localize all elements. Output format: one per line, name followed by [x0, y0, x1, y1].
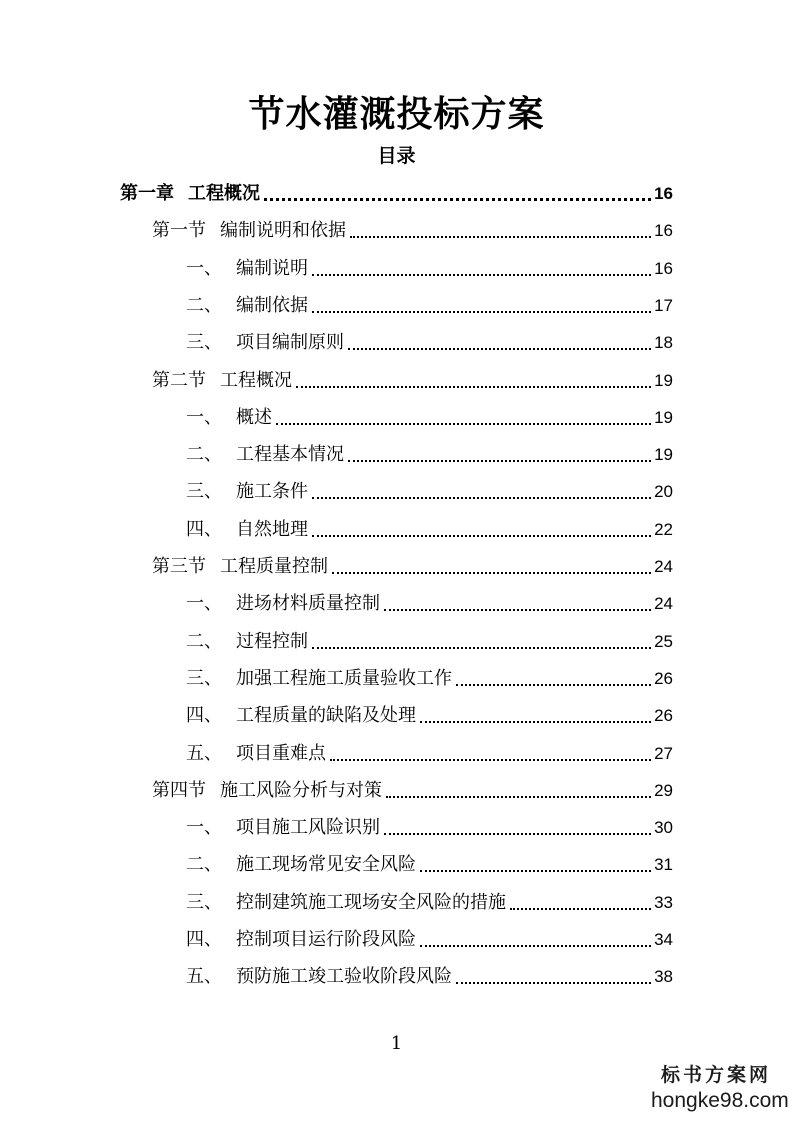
toc-entry[interactable] [186, 661, 673, 691]
toc-entry[interactable] [186, 586, 673, 616]
toc-entry-title: 编制说明 [236, 257, 308, 279]
toc-entry-number: 二、 [186, 444, 222, 466]
toc-dot-leader [276, 423, 651, 425]
toc-entry[interactable] [120, 176, 673, 206]
toc-entry-page: 19 [654, 445, 673, 465]
toc-entry-page: 18 [654, 333, 673, 353]
toc-entry-page: 26 [654, 706, 673, 726]
toc-entry-title: 过程控制 [236, 630, 308, 652]
toc-entry-page: 38 [654, 967, 673, 987]
toc-dot-leader [312, 647, 651, 649]
toc-entry-page: 19 [654, 407, 673, 427]
toc-entry-title: 编制依据 [236, 294, 308, 316]
toc-dot-leader [312, 535, 651, 537]
toc-entry-page: 33 [654, 892, 673, 912]
toc-entry[interactable] [186, 736, 673, 766]
toc-entry-number: 二、 [186, 294, 222, 316]
toc-entry-page: 26 [654, 668, 673, 688]
toc-dot-leader [264, 198, 651, 201]
toc-entry[interactable] [186, 959, 673, 989]
toc-entry-number: 一、 [186, 593, 222, 615]
toc-entry-page: 20 [654, 482, 673, 502]
toc-entry-page: 30 [654, 818, 673, 838]
toc-entry-title: 工程质量的缺陷及处理 [236, 705, 416, 727]
toc-entry-page: 17 [654, 295, 673, 315]
toc-entry[interactable] [186, 922, 673, 952]
toc-entry-number: 一、 [186, 257, 222, 279]
toc-entry-number: 四、 [186, 929, 222, 950]
toc-entry[interactable] [186, 624, 673, 654]
toc-entry-number: 二、 [186, 630, 222, 652]
toc-entry-number: 四、 [186, 705, 222, 727]
toc-entry[interactable] [186, 437, 673, 467]
toc-entry-page: 31 [654, 855, 673, 875]
watermark-logo [651, 1062, 789, 1114]
document-title: 节水灌溉投标方案 [248, 93, 545, 135]
toc-entry-number: 三、 [186, 667, 222, 689]
toc-entry-title: 控制建筑施工现场安全风险的措施 [236, 891, 506, 913]
toc-entry[interactable] [152, 549, 673, 579]
toc-entry[interactable] [186, 847, 673, 877]
toc-entry-number: 第二节 [152, 369, 206, 391]
toc-dot-leader [348, 460, 651, 462]
toc-entry-title: 编制说明和依据 [220, 220, 346, 242]
toc-entry[interactable] [152, 213, 673, 243]
toc-dot-leader [350, 236, 651, 238]
toc-entry-number: 第三节 [152, 556, 206, 577]
toc-entry-title: 工程概况 [188, 183, 260, 204]
toc-entry-page: 16 [654, 184, 673, 203]
toc-entry-title: 项目施工风险识别 [236, 817, 380, 839]
toc-entry-number: 四、 [186, 518, 222, 540]
toc-entry-page: 16 [654, 221, 673, 241]
toc-entry[interactable] [186, 474, 673, 504]
toc-entry-page: 34 [654, 930, 673, 949]
toc-entry[interactable] [186, 251, 673, 281]
toc-entry-page: 22 [654, 519, 673, 539]
page-number: 1 [390, 1033, 403, 1054]
toc-entry-number: 第四节 [152, 779, 206, 801]
watermark-text-en: hongke98.com [651, 1089, 789, 1112]
toc-dot-leader [420, 721, 651, 723]
toc-entry-title: 施工风险分析与对策 [220, 779, 382, 801]
toc-entry-number: 五、 [186, 966, 222, 988]
toc-entry-page: 24 [654, 557, 673, 576]
toc-dot-leader [386, 796, 651, 798]
toc-dot-leader [332, 572, 651, 574]
toc-entry-title: 加强工程施工质量验收工作 [236, 667, 452, 689]
toc-dot-leader [420, 945, 651, 947]
toc-entry-title: 进场材料质量控制 [236, 593, 380, 615]
toc-entry-title: 工程质量控制 [220, 556, 328, 577]
toc-entry-number: 五、 [186, 742, 222, 764]
toc-entry-title: 施工现场常见安全风险 [236, 854, 416, 876]
toc-entry-number: 第一节 [152, 220, 206, 242]
toc-entry-number: 一、 [186, 406, 222, 428]
toc-dot-leader [312, 497, 651, 499]
toc-dot-leader [456, 684, 651, 686]
toc-entry-title: 预防施工竣工验收阶段风险 [236, 966, 452, 988]
toc-entry-title: 概述 [236, 406, 272, 428]
toc-entry-title: 项目重难点 [236, 742, 326, 764]
toc-entry-page: 25 [654, 631, 673, 651]
toc-entry-title: 工程概况 [220, 369, 292, 391]
toc-heading: 目录 [377, 145, 416, 167]
toc-entry-number: 第一章 [120, 183, 174, 204]
toc-entry-number: 三、 [186, 332, 222, 354]
toc-entry-number: 三、 [186, 481, 222, 503]
toc-dot-leader [420, 870, 651, 872]
toc-entry-number: 一、 [186, 817, 222, 839]
toc-dot-leader [384, 609, 651, 611]
watermark-text-cn: 标书方案网 [660, 1064, 771, 1086]
toc-entry[interactable] [152, 363, 673, 393]
toc-entry[interactable] [152, 773, 673, 803]
toc-dot-leader [456, 982, 651, 984]
toc-entry-title: 施工条件 [236, 481, 308, 503]
toc-entry-title: 项目编制原则 [236, 332, 344, 354]
toc-dot-leader [384, 833, 651, 835]
toc-entry-page: 29 [654, 780, 673, 800]
toc-dot-leader [312, 311, 651, 313]
toc-entry-number: 二、 [186, 854, 222, 876]
toc-entry-page: 24 [654, 594, 673, 614]
toc-entry[interactable] [186, 325, 673, 355]
toc-entry[interactable] [186, 400, 673, 430]
toc-entry-page: 19 [654, 370, 673, 390]
toc-dot-leader [330, 759, 651, 761]
toc-entry-title: 自然地理 [236, 518, 308, 540]
toc-entry[interactable] [186, 512, 673, 542]
toc-entry-page: 27 [654, 743, 673, 763]
toc-dot-leader [348, 348, 651, 350]
toc-entry[interactable] [186, 885, 673, 915]
toc-dot-leader [296, 386, 651, 388]
toc-entry[interactable] [186, 698, 673, 728]
toc-entry[interactable] [186, 810, 673, 840]
toc-dot-leader [312, 274, 651, 276]
toc-entry-number: 三、 [186, 891, 222, 913]
toc-entry[interactable] [186, 288, 673, 318]
toc-entry-title: 控制项目运行阶段风险 [236, 929, 416, 950]
toc-entry-page: 16 [654, 258, 673, 278]
toc-dot-leader [510, 908, 651, 910]
toc-entry-title: 工程基本情况 [236, 444, 344, 466]
